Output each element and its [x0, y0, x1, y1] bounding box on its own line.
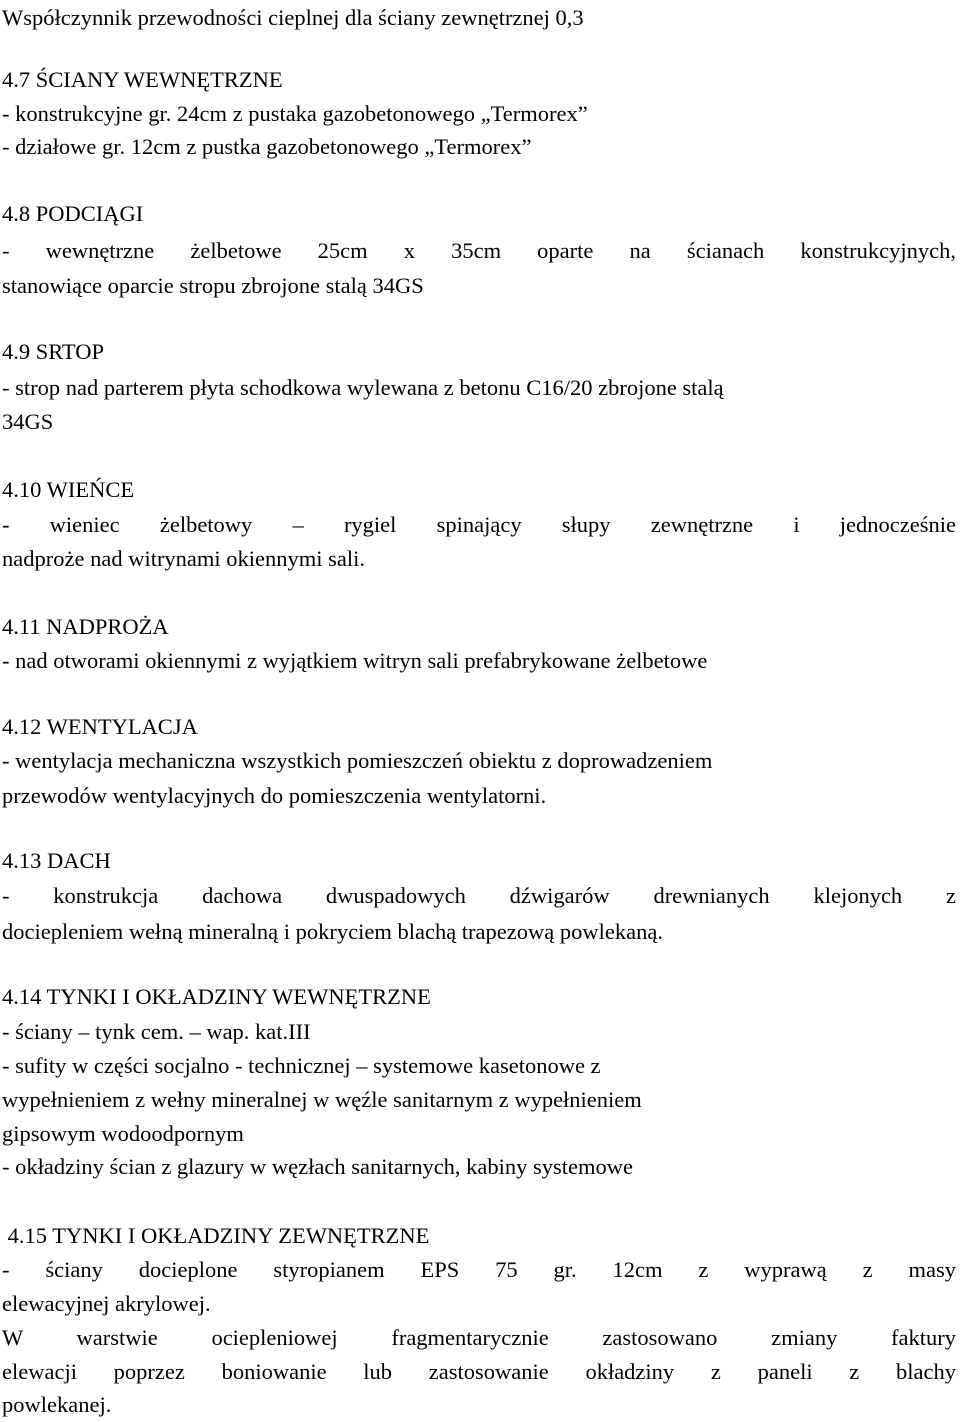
section-heading: 4.10 WIEŃCE [2, 477, 135, 502]
text-line: dociepleniem wełną mineralną i pokryciem blachą trapezową powlekaną. [2, 919, 663, 944]
text-line: - strop nad parterem płyta schodkowa wylewana z betonu C16/20 zbrojone stalą [2, 375, 724, 400]
text-line: wypełnieniem z wełny mineralnej w węźle sanitarnym z wypełnieniem [2, 1087, 642, 1112]
text-line: W warstwie ociepleniowej fragmentarycznie zastosowano zmiany faktury [2, 1325, 956, 1350]
text-line: - wentylacja mechaniczna wszystkich pomieszczeń obiektu z doprowadzeniem [2, 748, 713, 773]
text-line: - ściany – tynk cem. – wap. kat.III [2, 1019, 311, 1044]
text-line: stanowiące oparcie stropu zbrojone stalą 34GS [2, 273, 424, 298]
text-line: elewacyjnej akrylowej. [2, 1291, 211, 1316]
section-heading: 4.11 NADPROŻA [2, 614, 169, 639]
text-line: - konstrukcja dachowa dwuspadowych dźwigarów drewnianych klejonych z [2, 883, 956, 908]
section-heading: 4.7 ŚCIANY WEWNĘTRZNE [2, 67, 283, 92]
section-heading: 4.13 DACH [2, 848, 111, 873]
text-line: - wieniec żelbetowy – rygiel spinający słupy zewnętrzne i jednocześnie [2, 512, 956, 537]
section-heading: 4.15 TYNKI I OKŁADZINY ZEWNĘTRZNE [2, 1223, 430, 1248]
section-heading: 4.14 TYNKI I OKŁADZINY WEWNĘTRZNE [2, 984, 431, 1009]
text-line: - nad otworami okiennymi z wyjątkiem witryn sali prefabrykowane żelbetowe [2, 648, 708, 673]
text-line: - działowe gr. 12cm z pustka gazobetonowego „Termorex” [2, 134, 532, 159]
text-line: - okładziny ścian z glazury w węzłach sanitarnych, kabiny systemowe [2, 1154, 634, 1179]
text-line: - wewnętrzne żelbetowe 25cm x 35cm oparte na ścianach konstrukcyjnych, [2, 238, 956, 263]
section-heading: 4.9 SRTOP [2, 339, 105, 364]
section-heading: 4.8 PODCIĄGI [2, 201, 144, 226]
text-line: 34GS [2, 409, 54, 434]
text-line: - sufity w części socjalno - technicznej – systemowe kasetonowe z [2, 1053, 601, 1078]
section-heading: 4.12 WENTYLACJA [2, 714, 198, 739]
text-line: przewodów wentylacyjnych do pomieszczenia wentylatorni. [2, 783, 547, 808]
text-line: elewacji poprzez boniowanie lub zastosowanie okładziny z paneli z blachy [2, 1359, 956, 1384]
text-line: nadproże nad witrynami okiennymi sali. [2, 546, 366, 571]
text-line: gipsowym wodoodpornym [2, 1121, 244, 1146]
text-line: powlekanej. [2, 1392, 112, 1417]
text-line: - ściany docieplone styropianem EPS 75 gr. 12cm z wyprawą z masy [2, 1257, 956, 1282]
text-line: - konstrukcyjne gr. 24cm z pustaka gazobetonowego „Termorex” [2, 101, 588, 126]
text-line: Współczynnik przewodności cieplnej dla ściany zewnętrznej 0,3 [2, 5, 584, 30]
